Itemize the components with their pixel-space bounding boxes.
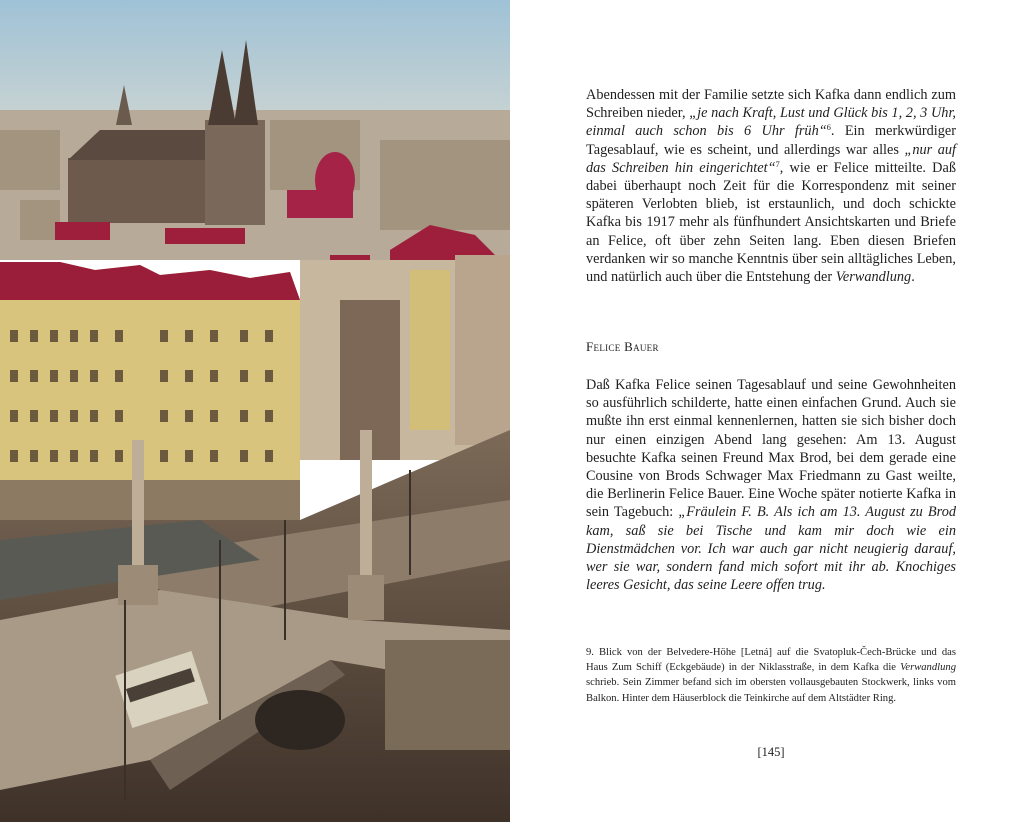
paragraph-text: Daß Kafka Felice seinen Tagesablauf und seine Gewohnheiten so ausführlich schilderte, hatte einen einfachen Grund. Auch sie mußte ihn erst einmal kennenlernen, hatten sie sich bisher doch nur einen einzigen Abend lang gesehen: Am 13. August besuchte Kafka seinen Freund Max Brod, bei dem gerade eine Cousine von Brods Schwager Max Friedmann zu Gast weilte, die Berlinerin Felice Bauer. Eine Woche später notierte Kafka in sein Tagebuch: bbox=[586, 377, 956, 521]
figure-caption bbox=[586, 645, 956, 706]
heading-initial: F bbox=[586, 339, 594, 354]
quotation: „je nach Kraft, Lust und Glück bis 1, 2, 3 Uhr, einmal auch schon bis 6 Uhr früh“ bbox=[586, 105, 956, 140]
paragraph-text: . Ein merkwürdiger Tagesablauf, wie es scheint, und allerdings war alles bbox=[586, 123, 956, 158]
quotation: „nur auf das Schreiben hin eingerichtet“ bbox=[586, 141, 957, 176]
footnote-marker: 6 bbox=[826, 122, 831, 133]
heading-smallcaps: elice bbox=[593, 339, 625, 354]
caption-text: schrieb. Sein Zimmer befand sich im obersten vollausgebauten Stockwerk, links vom Balkon. Hinter dem Häuserblock die Teinkirche auf dem Altstädter Ring. bbox=[586, 677, 956, 704]
work-title: Verwandlung bbox=[835, 269, 912, 286]
work-title: Verwandlung bbox=[900, 662, 956, 674]
heading-initial: B bbox=[624, 339, 634, 354]
footnote-marker: 7 bbox=[775, 158, 780, 169]
quotation: „Fräulein F. B. Als ich am 13. August zu Brod kam, saß sie bei Tische und kam mir doch wie ein Dienstmädchen vor. Ich war auch gar nicht neugierig darauf, wer sie war, sondern fand mich sofort mit ihr ab. Knochiges leeres Gesicht, das seine Leere offen trug. bbox=[586, 504, 956, 594]
body-paragraph-2 bbox=[586, 376, 956, 594]
page-number: [145] bbox=[757, 745, 785, 759]
paragraph-text: . bbox=[911, 269, 915, 286]
section-heading bbox=[586, 339, 659, 355]
text-page bbox=[510, 0, 1020, 822]
caption-text: 9. Blick von der Belvedere-Höhe [Letná] auf die Svatopluk-Čech-Brücke und das Haus Zum Schiff (Eckgebäude) in der Niklasstraße, in dem Kafka die bbox=[586, 647, 956, 674]
heading-smallcaps: auer bbox=[633, 339, 659, 354]
paragraph-text: , wie er Felice mitteilte. Daß dabei überhaupt noch Zeit für die Korrespondenz mit seiner späteren Verlobten blieb, ist erstaunlich, und doch schickte Kafka bis 1917 mehr als fünfhundert Ansichtskarten und Briefe an Felice, oft über zehn Seiten lang. Eben diesen Briefen verdanken wir so manche Kenntnis über sein alltägliches Leben, und natürlich auch über die Entstehung der bbox=[586, 159, 956, 286]
body-paragraph-1 bbox=[586, 86, 956, 286]
paragraph-text: Abendessen mit der Familie setzte sich Kafka dann endlich zum Schreiben nieder, bbox=[586, 87, 956, 122]
